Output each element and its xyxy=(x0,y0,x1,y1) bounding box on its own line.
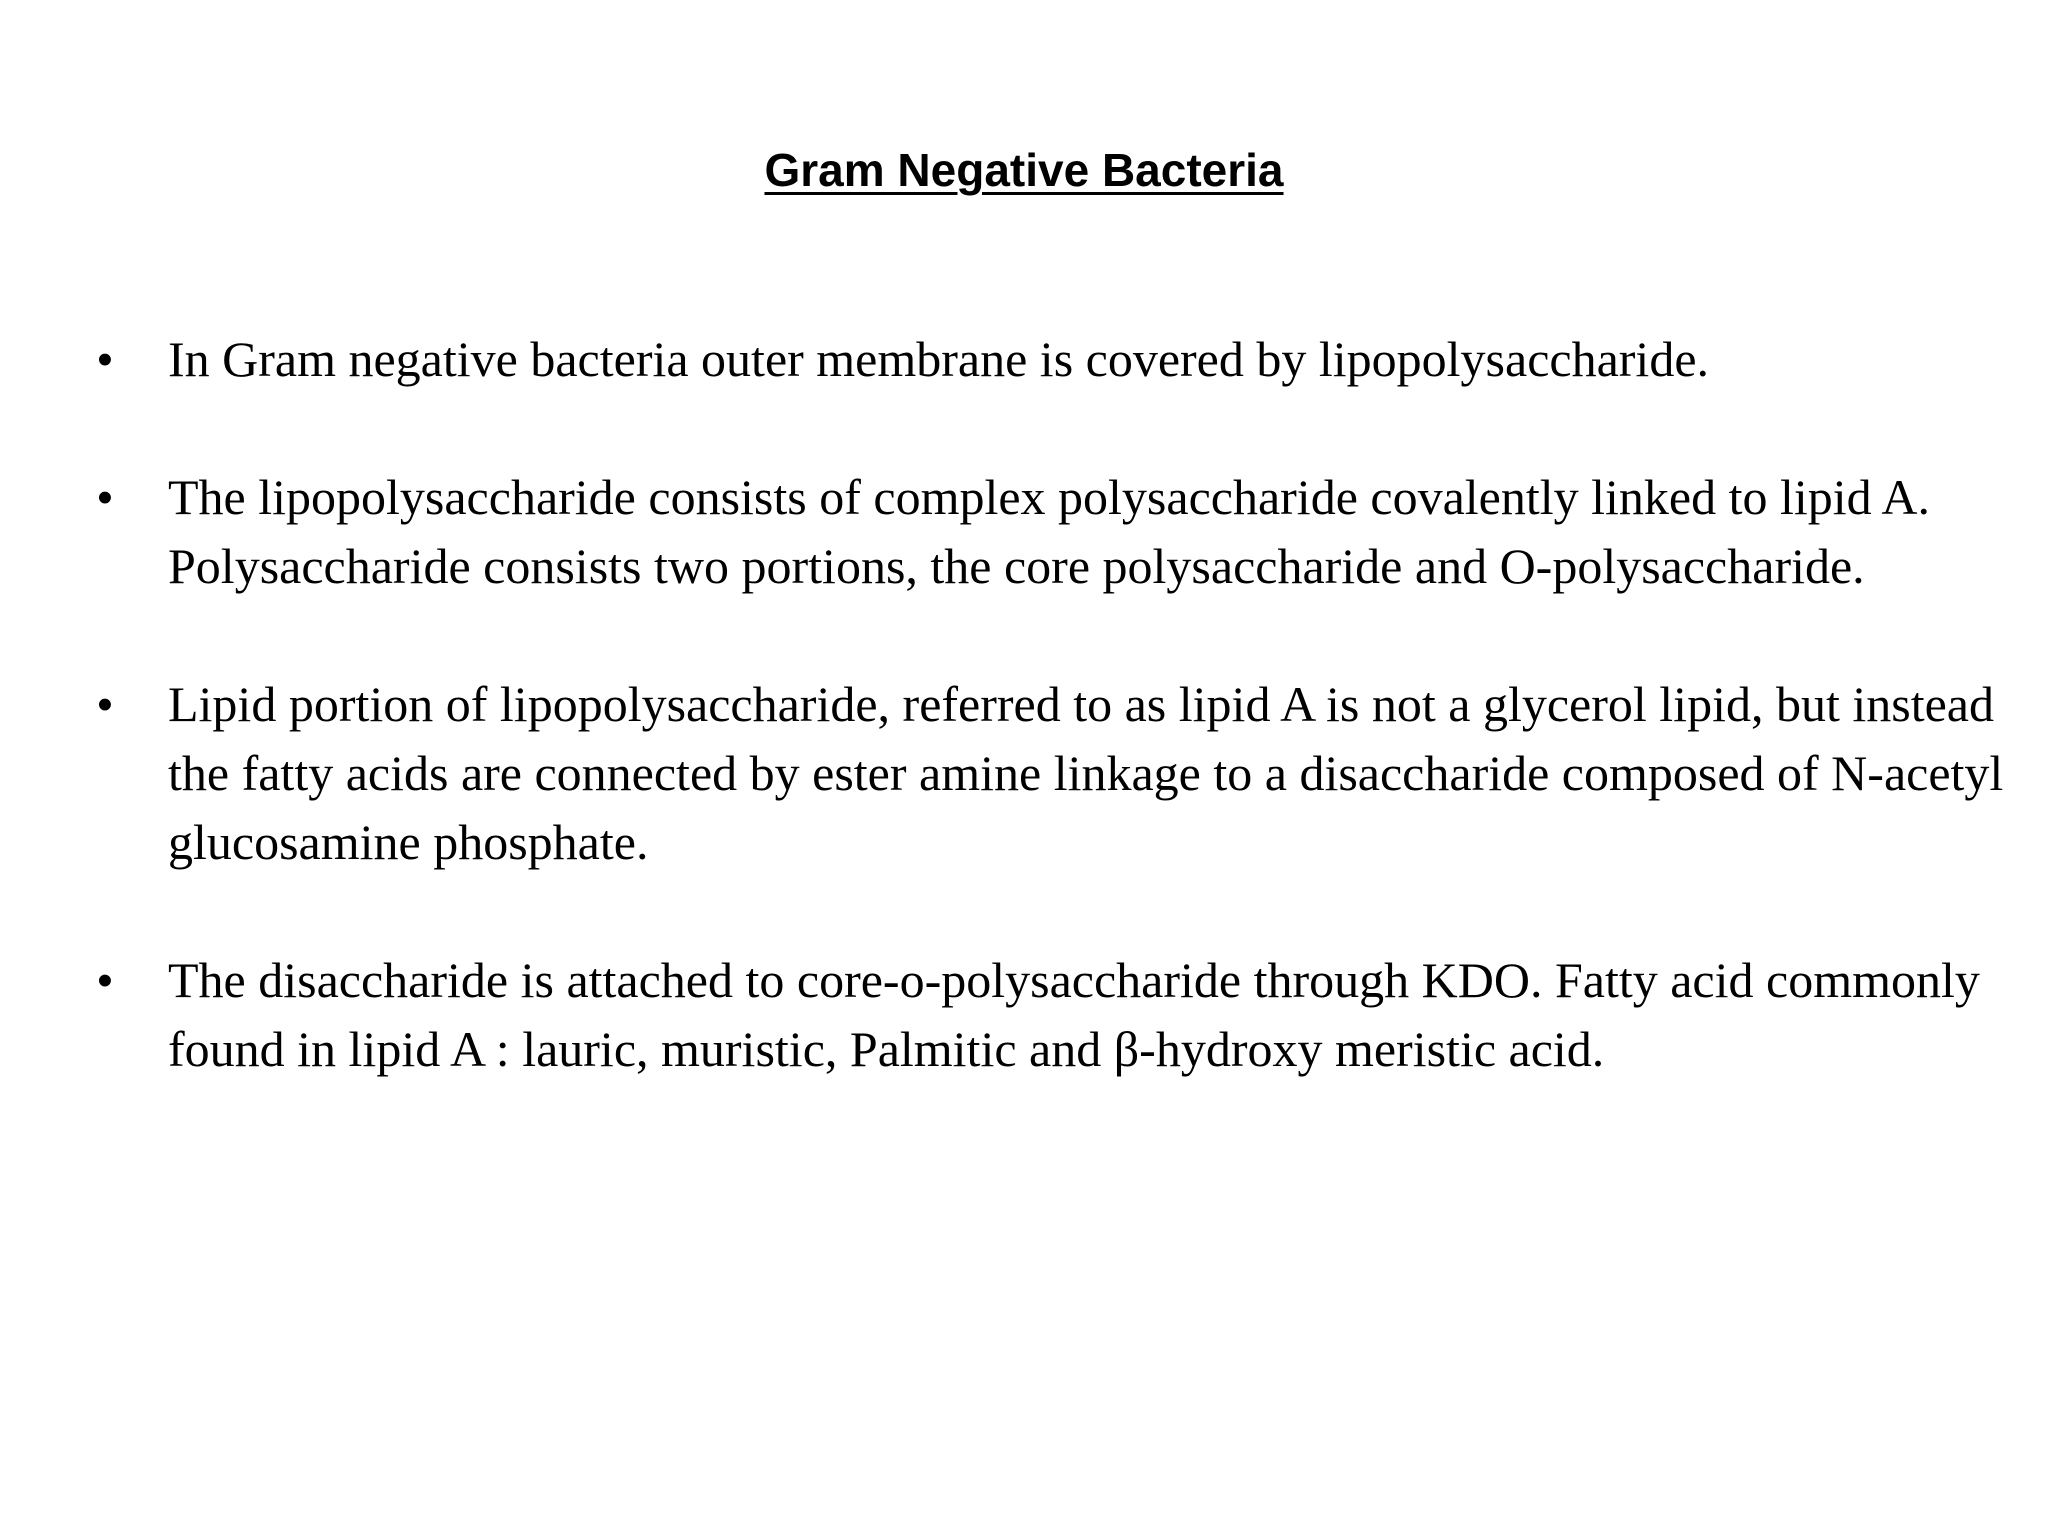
bullet-item-3 xyxy=(90,670,2020,877)
bullet-list xyxy=(90,325,2020,1084)
bullet-text-1: In Gram negative bacteria outer membrane is covered by lipopolysaccharide. xyxy=(168,331,1710,387)
bullet-text-2: The lipopolysaccharide consists of complex polysaccharide covalently linked to lipid A. Polysaccharide consists two portions, the core polysaccharide and O-polysaccharide. xyxy=(168,469,1931,594)
bullet-dot-icon: • xyxy=(97,680,113,729)
bullet-dot-icon: • xyxy=(97,473,113,522)
bullet-item-4 xyxy=(90,946,2020,1084)
slide-title xyxy=(0,140,2048,200)
slide-title-text: Gram Negative Bacteria xyxy=(764,144,1284,196)
bullet-text-3: Lipid portion of lipopolysaccharide, referred to as lipid A is not a glycerol lipid, but instead the fatty acids are connected by ester amine linkage to a disaccharide composed of N-acetyl glucosamine phosphate. xyxy=(168,676,2004,870)
bullet-item-2 xyxy=(90,463,2020,601)
bullet-dot-icon: • xyxy=(97,956,113,1005)
bullet-dot-icon: • xyxy=(97,335,113,384)
bullet-text-4: The disaccharide is attached to core-o-polysaccharide through KDO. Fatty acid commonly found in lipid A : lauric, muristic, Palmitic and β-hydroxy meristic acid. xyxy=(168,952,1980,1077)
bullet-item-1 xyxy=(90,325,2020,394)
